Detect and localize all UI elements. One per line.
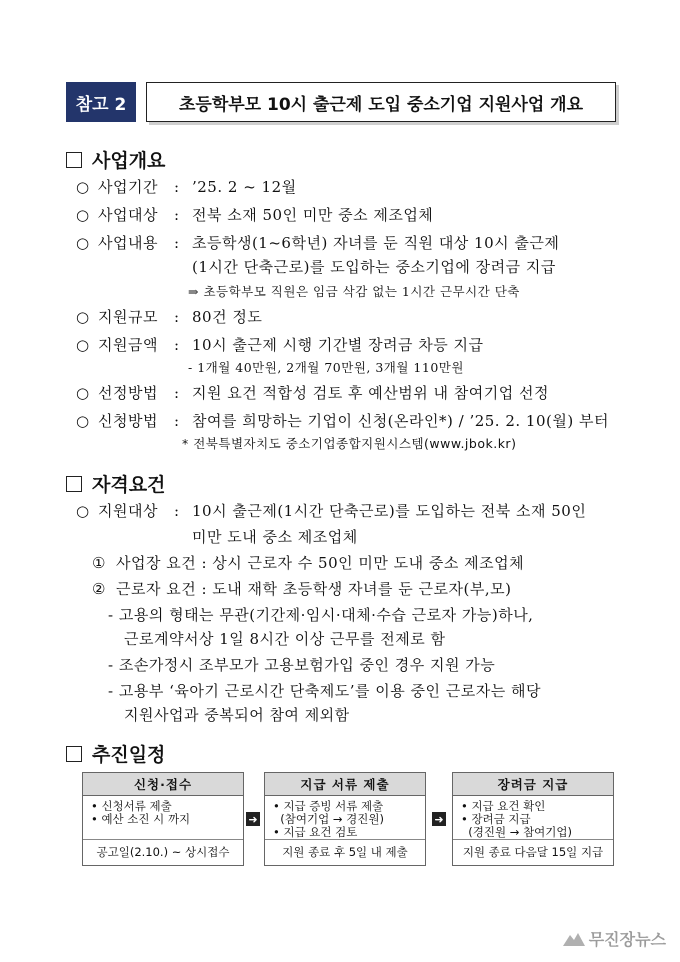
mountain-icon	[563, 932, 585, 946]
flow-step-footer: 공고일(2.10.) ~ 상시접수	[96, 845, 230, 859]
arrow-right-icon: ➜	[432, 812, 446, 826]
row-content: ○ 사업내용 : 초등학생(1~6학년) 자녀를 둔 직원 대상 10시 출근제	[76, 234, 560, 252]
flow-step-documents	[264, 772, 426, 866]
watermark-text: 무진장뉴스	[588, 930, 666, 949]
flow-step-title: 신청·접수	[83, 773, 243, 796]
row-scale: ○ 지원규모 : 80건 정도	[76, 308, 263, 326]
section-heading-overview	[66, 146, 165, 173]
flow-step-payment	[452, 772, 614, 866]
square-bullet-icon	[66, 152, 82, 168]
flow-step-title: 장려금 지급	[453, 773, 613, 796]
flow-step-body: • 지급 요건 확인 • 장려금 지급 (경진원 → 참여기업)	[453, 796, 613, 840]
page-title: 초등학부모 10시 출근제 도입 중소기업 지원사업 개요	[146, 82, 616, 122]
row-elig-item2: ② 근로자 요건 : 도내 재학 초등학생 자녀를 둔 근로자(부,모)	[92, 580, 512, 598]
row-content-note: ⇒ 초등학부모 직원은 임금 삭감 없는 1시간 근무시간 단축	[188, 284, 520, 299]
row-elig-target: ○ 지원대상 : 10시 출근제(1시간 단축근로)를 도입하는 전북 소재 50인	[76, 502, 587, 520]
row-elig-target-cont: 미만 도내 중소 제조업체	[192, 528, 358, 546]
row-target: ○ 사업대상 : 전북 소재 50인 미만 중소 제조업체	[76, 206, 434, 224]
row-elig-dash2: - 조손가정시 조부모가 고용보험가입 중인 경우 지원 가능	[108, 656, 496, 674]
row-elig-dash1: - 고용의 형태는 무관(기간제·임시·대체·수습 근로자 가능)하나,	[108, 606, 534, 624]
row-elig-dash3-cont: 지원사업과 중복되어 참여 제외함	[124, 706, 350, 724]
section-title: 추진일정	[92, 744, 166, 766]
row-elig-item1: ① 사업장 요건 : 상시 근로자 수 50인 미만 도내 중소 제조업체	[92, 554, 525, 572]
section-title: 자격요건	[92, 474, 166, 496]
square-bullet-icon	[66, 746, 82, 762]
title-row	[66, 82, 616, 122]
row-amount-detail: - 1개월 40만원, 2개월 70만원, 3개월 110만원	[188, 360, 464, 375]
flow-step-footer: 지원 종료 다음달 15일 지급	[462, 845, 604, 859]
section-heading-eligibility	[66, 470, 165, 497]
arrow-right-icon: ➜	[246, 812, 260, 826]
row-elig-dash3: - 고용부 ‘육아기 근로시간 단축제도’를 이용 중인 근로자는 해당	[108, 682, 542, 700]
flow-step-body: • 지급 증빙 서류 제출 (참여기업 → 경진원) • 지급 요건 검토	[265, 796, 425, 840]
flow-step-footer: 지원 종료 후 5일 내 제출	[282, 845, 408, 859]
row-content-cont: (1시간 단축근로)를 도입하는 중소기업에 장려금 지급	[192, 258, 556, 276]
section-heading-schedule	[66, 740, 165, 767]
flow-step-body: • 신청서류 제출 • 예산 소진 시 까지	[83, 796, 243, 840]
row-selection: ○ 선정방법 : 지원 요건 적합성 검토 후 예산범위 내 참여기업 선정	[76, 384, 549, 402]
row-apply-note: * 전북특별자치도 중소기업종합지원시스템(www.jbok.kr)	[182, 436, 517, 451]
row-elig-dash1-cont: 근로계약서상 1일 8시간 이상 근무를 전제로 함	[124, 630, 446, 648]
row-apply: ○ 신청방법 : 참여를 희망하는 기업이 신청(온라인*) / ’25. 2. 10(월) 부터	[76, 412, 609, 430]
row-period: ○ 사업기간 : ’25. 2 ~ 12월	[76, 178, 297, 196]
square-bullet-icon	[66, 476, 82, 492]
row-amount: ○ 지원금액 : 10시 출근제 시행 기간별 장려금 차등 지급	[76, 336, 484, 354]
flow-step-apply	[82, 772, 244, 866]
schedule-flow	[82, 772, 618, 866]
watermark-logo	[563, 927, 666, 950]
title-tag: 참고 2	[66, 82, 136, 122]
section-title: 사업개요	[92, 150, 166, 172]
flow-step-title: 지급 서류 제출	[265, 773, 425, 796]
